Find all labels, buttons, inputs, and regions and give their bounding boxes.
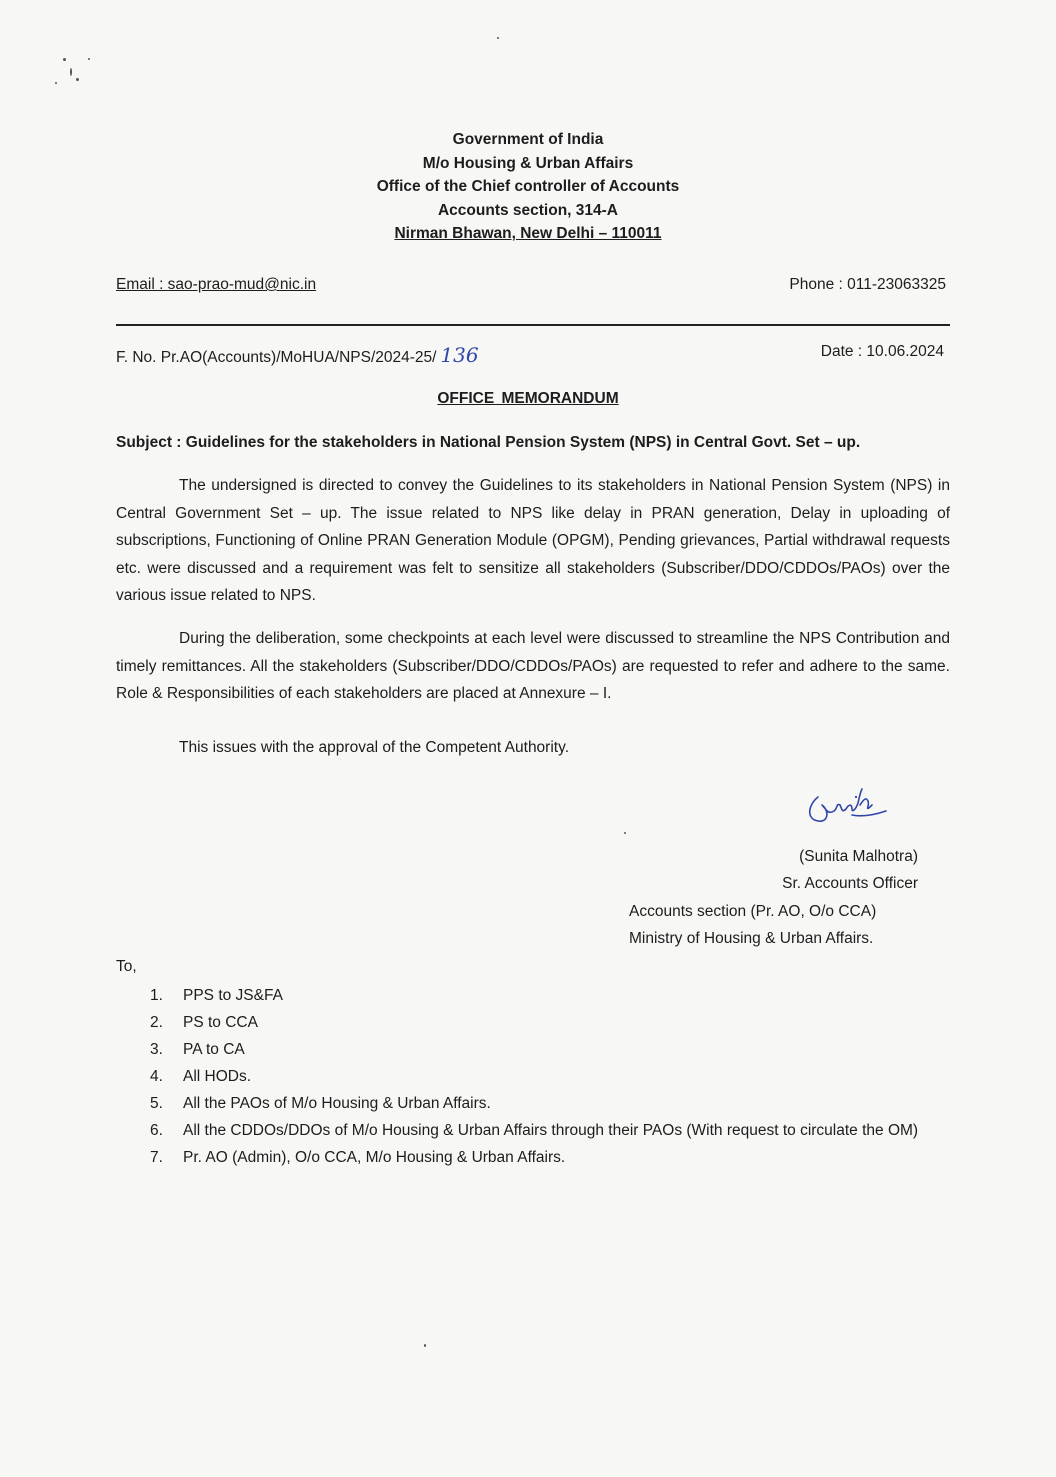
memo-date: Date : 10.06.2024: [820, 343, 944, 360]
email-line[interactable]: Email : sao-prao-mud@nic.in: [116, 276, 317, 293]
signatory-name: (Sunita Malhotra): [799, 848, 918, 865]
body-paragraph: The undersigned is directed to convey the Guidelines to its stakeholders in National Pension System (NPS) in Central Government Set – up. The issue related to NPS like delay in PRAN generation, Delay in uploading of subscriptions, Functioning of Online PRAN Generation Module (OPGM), Pending grievances, Partial withdrawal requests etc. were discussed and a requirement was felt to sensitize all stakeholders (Subscriber/DDO/CDDOs/PAOs) over the various issue related to NPS.: [116, 477, 950, 604]
memo-title: OFFICE MEMORANDUM: [437, 390, 619, 407]
scan-speck: [624, 832, 626, 834]
list-item: 5. All the PAOs of M/o Housing & Urban Affairs.: [150, 1095, 491, 1112]
body-paragraph: This issues with the approval of the Competent Authority.: [179, 739, 569, 756]
list-item: 2. PS to CCA: [150, 1014, 258, 1031]
letterhead-line: M/o Housing & Urban Affairs: [422, 154, 634, 172]
handwritten-number: 136: [440, 343, 479, 367]
to-label: To,: [116, 958, 137, 975]
letterhead-line: Government of India: [452, 131, 604, 148]
list-item: 7. Pr. AO (Admin), O/o CCA, M/o Housing & Urban Affairs.: [150, 1149, 566, 1166]
signatory-ministry: Ministry of Housing & Urban Affairs.: [629, 930, 874, 947]
file-number: [116, 343, 479, 367]
letterhead-line: Accounts section, 314-A: [437, 201, 619, 219]
scan-speck: [55, 82, 57, 84]
letterhead-address: Nirman Bhawan, New Delhi – 110011: [394, 225, 662, 242]
memo-subject: Subject : Guidelines for the stakeholders in National Pension System (NPS) in Central Govt. Set – up.: [116, 434, 861, 451]
list-item: 4. All HODs.: [150, 1068, 252, 1085]
handwritten-signature: [800, 775, 895, 835]
body-paragraph: During the deliberation, some checkpoints at each level were discussed to streamline the NPS Contribution and timely remittances. All the stakeholders (Subscriber/DDO/CDDOs/PAOs) are requested to refer and adhere to the same. Role & Responsibilities of each stakeholders are placed at Annexure – I.: [116, 630, 950, 702]
list-item: 3. PA to CA: [150, 1041, 245, 1058]
signatory-designation: Sr. Accounts Officer: [782, 875, 918, 892]
scan-speck: [88, 58, 90, 60]
list-item: 6. All the CDDOs/DDOs of M/o Housing & Urban Affairs through their PAOs (With request to circulate the OM): [150, 1122, 919, 1139]
letterhead: [0, 128, 1056, 246]
scan-speck: [76, 78, 79, 81]
scan-speck: [497, 37, 499, 39]
scan-speck: [70, 68, 72, 76]
signatory-block: [782, 843, 918, 897]
header-divider: [116, 324, 950, 326]
signatory-section: Accounts section (Pr. AO, O/o CCA): [629, 903, 877, 920]
letterhead-line: Office of the Chief controller of Accounts: [376, 178, 680, 195]
phone-line: Phone : 011-23063325: [789, 276, 946, 293]
scan-speck: [424, 1344, 426, 1347]
file-number-text: F. No. Pr.AO(Accounts)/MoHUA/NPS/2024-25/: [116, 349, 437, 366]
recipient-list: [150, 982, 950, 1171]
signatory-office: [629, 898, 876, 952]
list-item: 1. PPS to JS&FA: [150, 987, 283, 1004]
scan-speck: [63, 58, 66, 61]
